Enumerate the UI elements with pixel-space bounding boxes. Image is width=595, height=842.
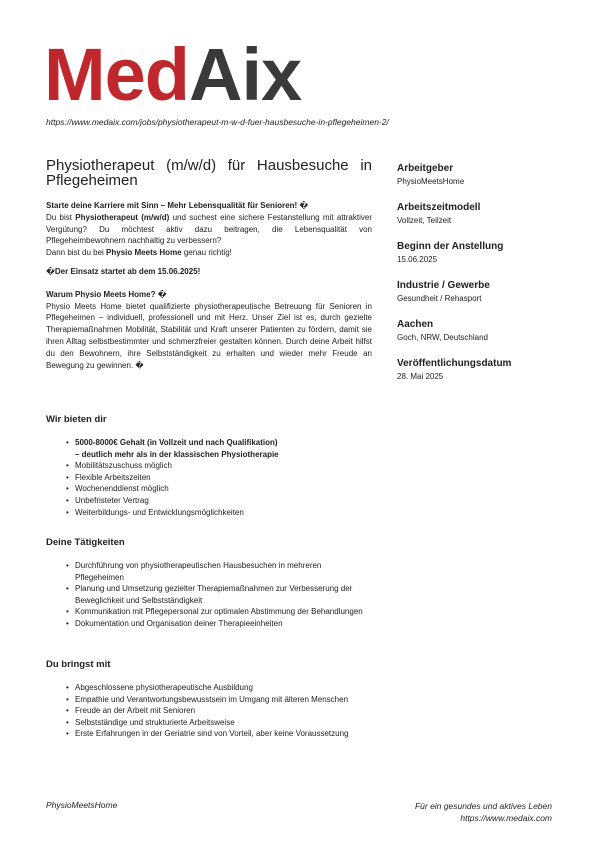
employer-value: PhysioMeetsHome xyxy=(397,177,465,186)
job-url[interactable]: https://www.medaix.com/jobs/physiotherapeut-m-w-d-fuer-hausbesuche-in-pflegeheimen-2/ xyxy=(46,117,389,127)
list-item: • Wochenenddienst möglich xyxy=(66,483,366,495)
list-item: • Mobilitätszuschuss möglich xyxy=(66,460,366,472)
list-item: • Selbstständige und strukturierte Arbeitsweise xyxy=(66,717,366,729)
list-item: • 5000-8000€ Gehalt (in Vollzeit und nach Qualifikation) xyxy=(66,437,366,449)
industry-label: Industrie / Gewerbe xyxy=(397,280,490,291)
profile-heading: Du bringst mit xyxy=(46,659,111,670)
footer-info xyxy=(415,800,552,824)
list-item: • Erste Erfahrungen in der Geriatrie sind von Vorteil, aber keine Voraussetzung xyxy=(66,728,366,740)
offer-heading: Wir bieten dir xyxy=(46,414,107,425)
list-item: • Abgeschlossene physiotherapeutische Ausbildung xyxy=(66,682,366,694)
work-model-value: Vollzeit, Teilzeit xyxy=(397,216,452,225)
logo-aix: Aix xyxy=(189,33,302,116)
job-details-sidebar xyxy=(397,163,557,397)
list-item: • Freude an der Arbeit mit Senioren xyxy=(66,705,366,717)
job-title: Physiotherapeut (m/w/d) für Hausbesuche in Pflegeheimen xyxy=(46,157,372,189)
footer-slogan: Für ein gesundes und aktives Leben xyxy=(414,801,552,811)
start-date-value: 15.06.2025 xyxy=(397,255,438,264)
list-item: • Durchführung von physiotherapeutischen Hausbesuchen in mehreren Pflegeheimen xyxy=(66,560,366,583)
intro-paragraph: Du bist Physiotherapeut (m/w/d) und suchest eine sichere Festanstellung mit attraktiver Vergütung? Du möchtest aktiv dazu beitragen, die Lebensqualität von Pflegeheimbewohnern nachhaltig zu verbessern? xyxy=(46,212,372,246)
intro-heading: Starte deine Karriere mit Sinn – Mehr Lebensqualität für Senioren! � xyxy=(46,201,309,210)
list-item: – deutlich mehr als in der klassischen Physiotherapie xyxy=(75,449,279,459)
footer-url[interactable]: https://www.medaix.com xyxy=(460,813,552,823)
list-item: • Dokumentation und Organisation deiner Therapieeinheiten xyxy=(66,618,366,630)
list-item: • Flexible Arbeitszeiten xyxy=(66,472,366,484)
why-paragraph: Physio Meets Home bietet qualifizierte physiotherapeutische Betreuung für Senioren in Pflegeheimen – individuell, professionell und mit Herz. Unser Ziel ist es, durch gezielte Therapiemaßnahmen Mobilität, Stabilität und Kraft unserer Patienten zu fördern, damit sie ihren Alltag selbstbestimmter und schmerzfreier gestalten können. Durch deine Arbeit hilfst du den Bewohnern, ihre Selbstständigkeit zu erhalten und wieder mehr Freude an Bewegung zu gewinnen. � xyxy=(46,301,372,370)
medaix-logo[interactable] xyxy=(44,33,302,116)
location-label: Aachen xyxy=(397,319,434,330)
employer-label: Arbeitgeber xyxy=(397,163,454,174)
start-note: �Der Einsatz startet ab dem 15.06.2025! xyxy=(46,266,201,276)
why-heading: Warum Physio Meets Home? � xyxy=(46,289,167,299)
location-value: Goch, NRW, Deutschland xyxy=(397,333,489,342)
published-value: 28. Mai 2025 xyxy=(397,372,444,381)
list-item: • Planung und Umsetzung gezielter Therapiemaßnahmen zur Verbesserung der Beweglichkeit und Selbstständigkeit xyxy=(66,583,366,606)
logo-med: Med xyxy=(44,33,189,116)
list-item: • Kommunikation mit Pflegepersonal zur optimalen Abstimmung der Behandlungen xyxy=(66,606,366,618)
intro-closing: Dann bist du bei Physio Meets Home genau richtig! xyxy=(46,248,232,258)
work-model-label: Arbeitszeitmodell xyxy=(397,202,481,213)
tasks-heading: Deine Tätigkeiten xyxy=(46,537,125,548)
profile-list xyxy=(66,682,366,740)
tasks-list xyxy=(66,560,366,630)
list-item: • Empathie und Verantwortungsbewusstsein im Umgang mit älteren Menschen xyxy=(66,694,366,706)
job-description xyxy=(46,158,372,371)
offer-list xyxy=(66,437,366,518)
list-item: • Weiterbildungs- und Entwicklungsmöglichkeiten xyxy=(66,507,366,519)
industry-value: Gesundheit / Rehasport xyxy=(397,294,482,303)
footer-company: PhysioMeetsHome xyxy=(46,800,118,810)
start-date-label: Beginn der Anstellung xyxy=(397,241,504,252)
list-item: • Unbefristeter Vertrag xyxy=(66,495,366,507)
published-label: Veröffentlichungsdatum xyxy=(397,358,512,369)
